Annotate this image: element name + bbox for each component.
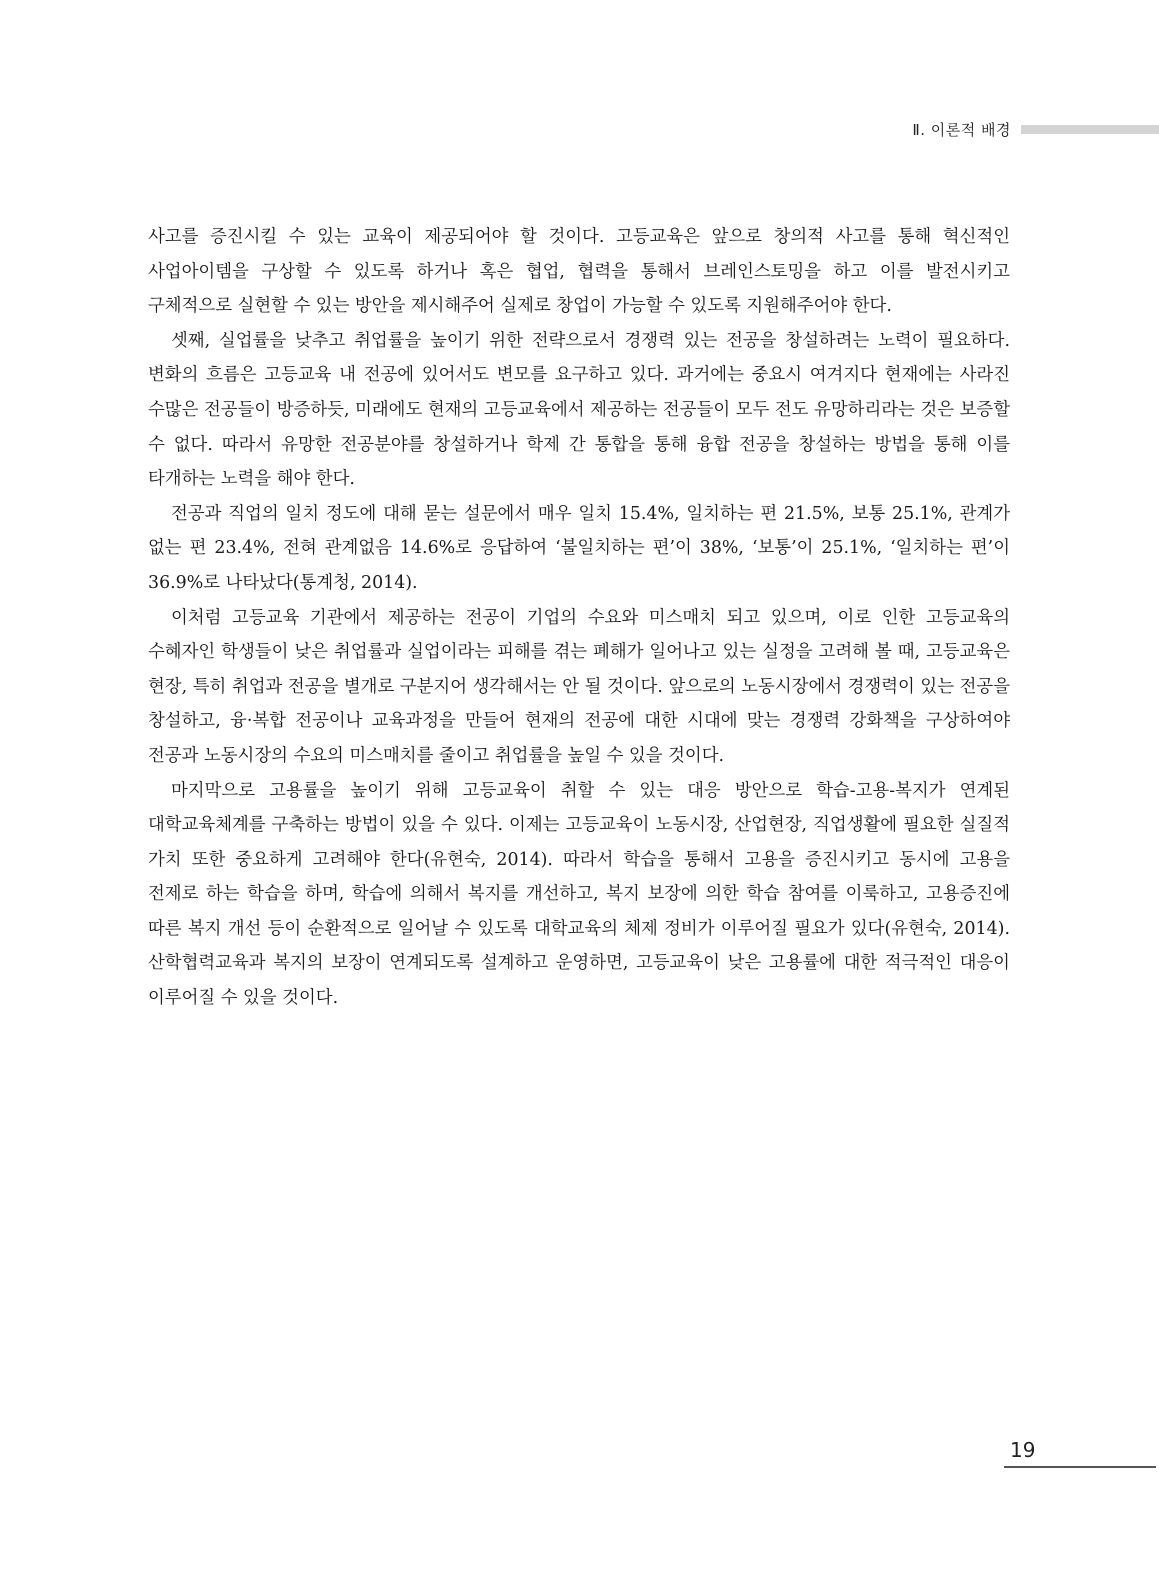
- paragraph-third-strategy: 셋째, 실업률을 낮추고 취업률을 높이기 위한 전략으로서 경쟁력 있는 전공을 창설하려는 노력이 필요하다. 변화의 흐름은 고등교육 내 전공에 있어서도 변모를 요구하고 있다. 과거에는 중요시 여겨지다 현재에는 사라진 수많은 전공들이 방증하듯, 미래에도 현재의 고등교육에서 제공하는 전공들이 모두 전도 유망하리라는 것은 보증할 수 없다. 따라서 유망한 전공분야를 창설하거나 학제 간 통합을 통해 융합 전공을 창설하는 방법을 통해 이를 타개하는 노력을 해야 한다.: [148, 330, 1010, 490]
- paragraph-mismatch: 이처럼 고등교육 기관에서 제공하는 전공이 기업의 수요와 미스매치 되고 있으며, 이로 인한 고등교육의 수혜자인 학생들이 낮은 취업률과 실업이라는 피해를 겪는 폐해가 일어나고 있는 실정을 고려해 볼 때, 고등교육은 현장, 특히 취업과 전공을 별개로 구분지어 생각해서는 안 될 것이다. 앞으로의 노동시장에서 경쟁력이 있는 전공을 창설하고, 융·복합 전공이나 교육과정을 만들어 현재의 전공에 대한 시대에 맞는 경쟁력 강화책을 구상하여야 전공과 노동시장의 수요의 미스매치를 줄이고 취업률을 높일 수 있을 것이다.: [148, 607, 1010, 766]
- body-text: [148, 220, 1010, 1016]
- page-footer: [1004, 1434, 1156, 1468]
- header-decorative-bar: [1021, 125, 1159, 134]
- paragraph-survey-results: 전공과 직업의 일치 정도에 대해 묻는 설문에서 매우 일치 15.4%, 일치하는 편 21.5%, 보통 25.1%, 관계가 없는 편 23.4%, 전혀 관계없음 14.6%로 응답하여 ‘불일치하는 편’이 38%, ‘보통’이 25.1%, ‘일치하는 편’이 36.9%로 나타났다(통계청, 2014).: [148, 503, 1010, 593]
- page-number: 19: [1010, 1438, 1036, 1462]
- paragraph-continuation: 사고를 증진시킬 수 있는 교육이 제공되어야 할 것이다. 고등교육은 앞으로 창의적 사고를 통해 혁신적인 사업아이템을 구상할 수 있도록 하거나 혹은 협업, 협력을 통해서 브레인스토밍을 하고 이를 발전시키고 구체적으로 실현할 수 있는 방안을 제시해주어 실제로 창업이 가능할 수 있도록 지원해주어야 한다.: [148, 227, 1010, 317]
- paragraph-final-strategy: 마지막으로 고용률을 높이기 위해 고등교육이 취할 수 있는 대응 방안으로 학습-고용-복지가 연계된 대학교육체계를 구축하는 방법이 있을 수 있다. 이제는 고등교육이 노동시장, 산업현장, 직업생활에 필요한 실질적 가치 또한 중요하게 고려해야 한다(유현숙, 2014). 따라서 학습을 통해서 고용을 증진시키고 동시에 고용을 전제로 하는 학습을 하며, 학습에 의해서 복지를 개선하고, 복지 보장에 의한 학습 참여를 이룩하고, 고용증진에 따른 복지 개선 등이 순환적으로 일어날 수 있도록 대학교육의 체제 정비가 이루어질 필요가 있다(유현숙, 2014). 산학협력교육과 복지의 보장이 연계되도록 설계하고 운영하면, 고등교육이 낮은 고용률에 대한 적극적인 대응이 이루어질 수 있을 것이다.: [148, 780, 1010, 1009]
- footer-rule: [1004, 1466, 1156, 1468]
- running-header: [912, 116, 1159, 142]
- section-title: Ⅱ. 이론적 배경: [912, 120, 1011, 139]
